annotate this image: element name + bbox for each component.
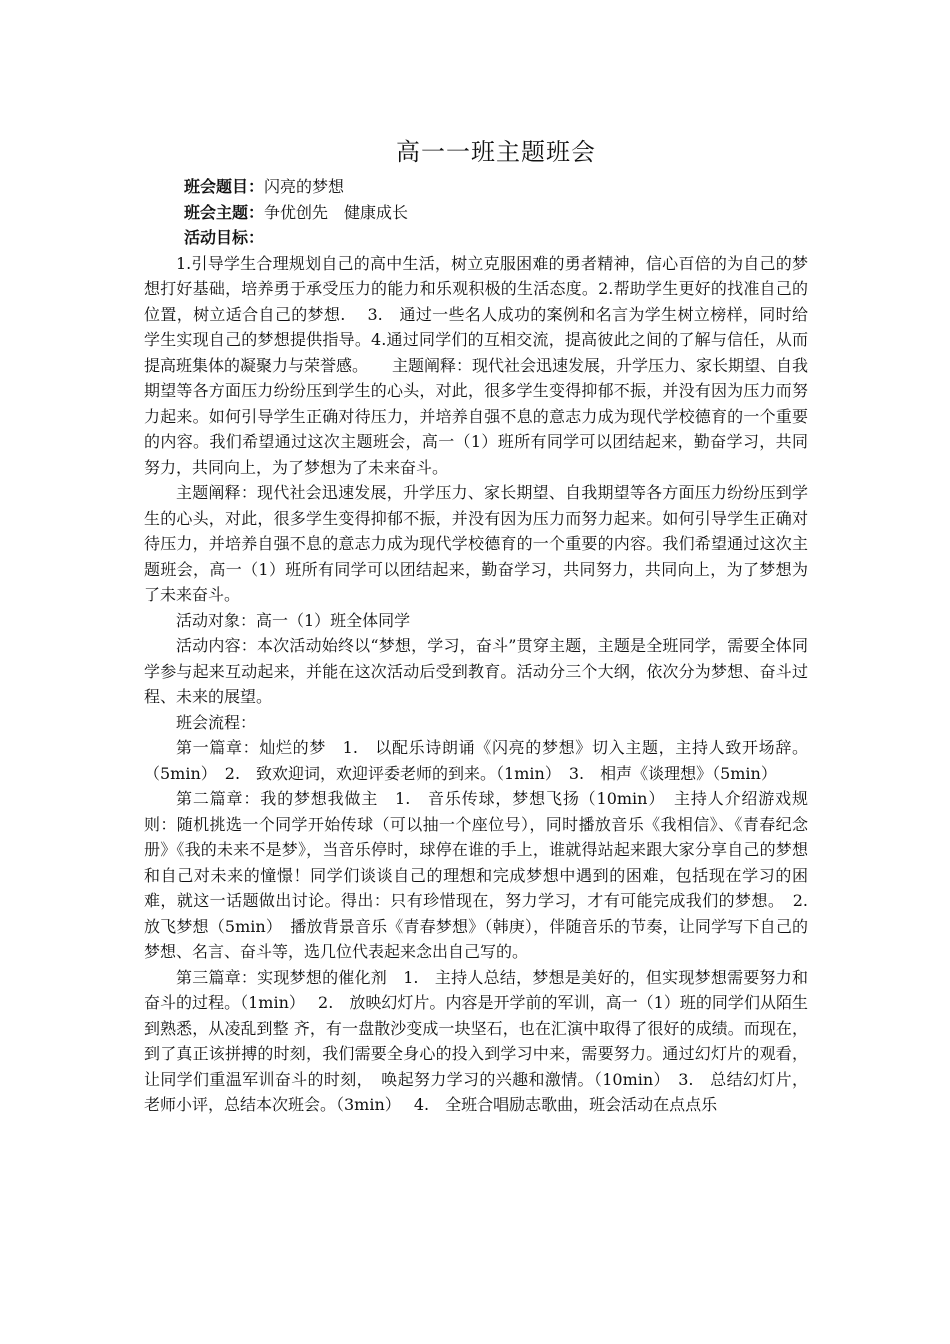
paragraph-content: 活动内容：本次活动始终以“梦想，学习，奋斗”贯穿主题，主题是全班同学，需要全体同学参与起来互动起来，并能在这次活动后受到教育。活动分三个大纲，依次分为梦想、奋斗过程、未来的展望。 — [144, 636, 808, 706]
paragraph-process-heading: 班会流程： — [176, 712, 257, 732]
document-title: 高一一班主题班会 — [396, 138, 596, 166]
field-theme — [144, 200, 808, 226]
paragraph-audience: 活动对象：高一（1）班全体同学 — [176, 610, 411, 630]
field-label: 班会主题： — [184, 202, 265, 222]
field-label: 班会题目： — [184, 177, 265, 196]
field-topic — [144, 174, 808, 200]
paragraph-chapter-three: 第三篇章：实现梦想的催化剂 1. 主持人总结，梦想是美好的，但实现梦想需要努力和奋斗的过程。（1min） 2. 放映幻灯片。内容是开学前的军训，高一（1）班的同学们从陌生到熟悉，从凌乱到整 齐，有一盘散沙变成一块坚石，也在汇演中取得了很好的成绩。而现在，到了真正该拼搏的时刻，我们需要全身心的投入到学习中来，需要努力。通过幻灯片的观看，让同学们重温军训奋斗的时刻， 唤起努力学习的兴趣和激情。（10min） 3. 总结幻灯片，老师小评，总结本次班会。（3min） 4. 全班合唱励志歌曲，班会活动在点点乐 — [144, 967, 808, 1114]
document-body — [144, 134, 825, 1118]
paragraph-chapter-two: 第二篇章：我的梦想我做主 1. 音乐传球，梦想飞扬（10min） 主持人介绍游戏规则：随机挑选一个同学开始传球（可以抽一个座位号），同时播放音乐《我相信》、《青春纪念册》《我的未来不是梦》，当音乐停时，球停在谁的手上，谁就得站起来跟大家分享自己的梦想和自己对未来的憧憬！同学们谈谈自己的理想和完成梦想中遇到的困难，包括现在学习的困难，就这一话题做出讨论。得出：只有珍惜现在，努力学习，才有可能完成我们的梦想。 2. 放飞梦想（5min） 播放背景音乐《青春梦想》（韩庚），伴随音乐的节奏，让同学写下自己的梦想、名言、奋斗等，选几位代表起来念出自己写的。 — [144, 789, 825, 961]
paragraph-chapter-one: 第一篇章：灿烂的梦 1. 以配乐诗朗诵《闪亮的梦想》切入主题，主持人致开场辞。（5min） 2. 致欢迎词，欢迎评委老师的到来。（1min） 3. 相声《谈理想》（5min） — [144, 738, 808, 783]
paragraph-theme-explanation: 主题阐释：现代社会迅速发展，升学压力、家长期望、自我期望等各方面压力纷纷压到学生的心头，对此，很多学生变得抑郁不振，并没有因为压力而努力起来。如何引导学生正确对待压力，并培养自强不息的意志力成为现代学校德育的一个重要的内容。我们希望通过这次主题班会，高一（1）班所有同学可以团结起来，勤奋学习，共同努力，共同向上，为了梦想为了未来奋斗。 — [144, 483, 808, 604]
field-goals — [144, 225, 808, 251]
field-value: 闪亮的梦想 — [264, 177, 345, 196]
paragraph-goals: 1.引导学生合理规划自己的高中生活，树立克服困难的勇者精神，信心百倍的为自己的梦想打好基础，培养勇于承受压力的能力和乐观积极的生活态度。2.帮助学生更好的找准自己的位置，树立适合自己的梦想. 3. 通过一些名人成功的案例和名言为学生树立榜样，同时给学生实现自己的梦想提供指导。4.通过同学们的互相交流，提高彼此之间的了解与信任，从而提高班集体的凝聚力与荣誉感。 主题阐释：现代社会迅速发展，升学压力、家长期望、自我期望等各方面压力纷纷压到学生的心头，对此，很多学生变得抑郁不振，并没有因为压力而努力起来。如何引导学生正确对待压力，并培养自强不息的意志力成为现代学校德育的一个重要的内容。我们希望通过这次主题班会，高一（1）班所有同学可以团结起来，勤奋学习，共同努力，共同向上，为了梦想为了未来奋斗。 — [144, 253, 809, 477]
field-value: 争优创先 健康成长 — [264, 202, 409, 222]
field-label: 活动目标： — [184, 228, 265, 247]
